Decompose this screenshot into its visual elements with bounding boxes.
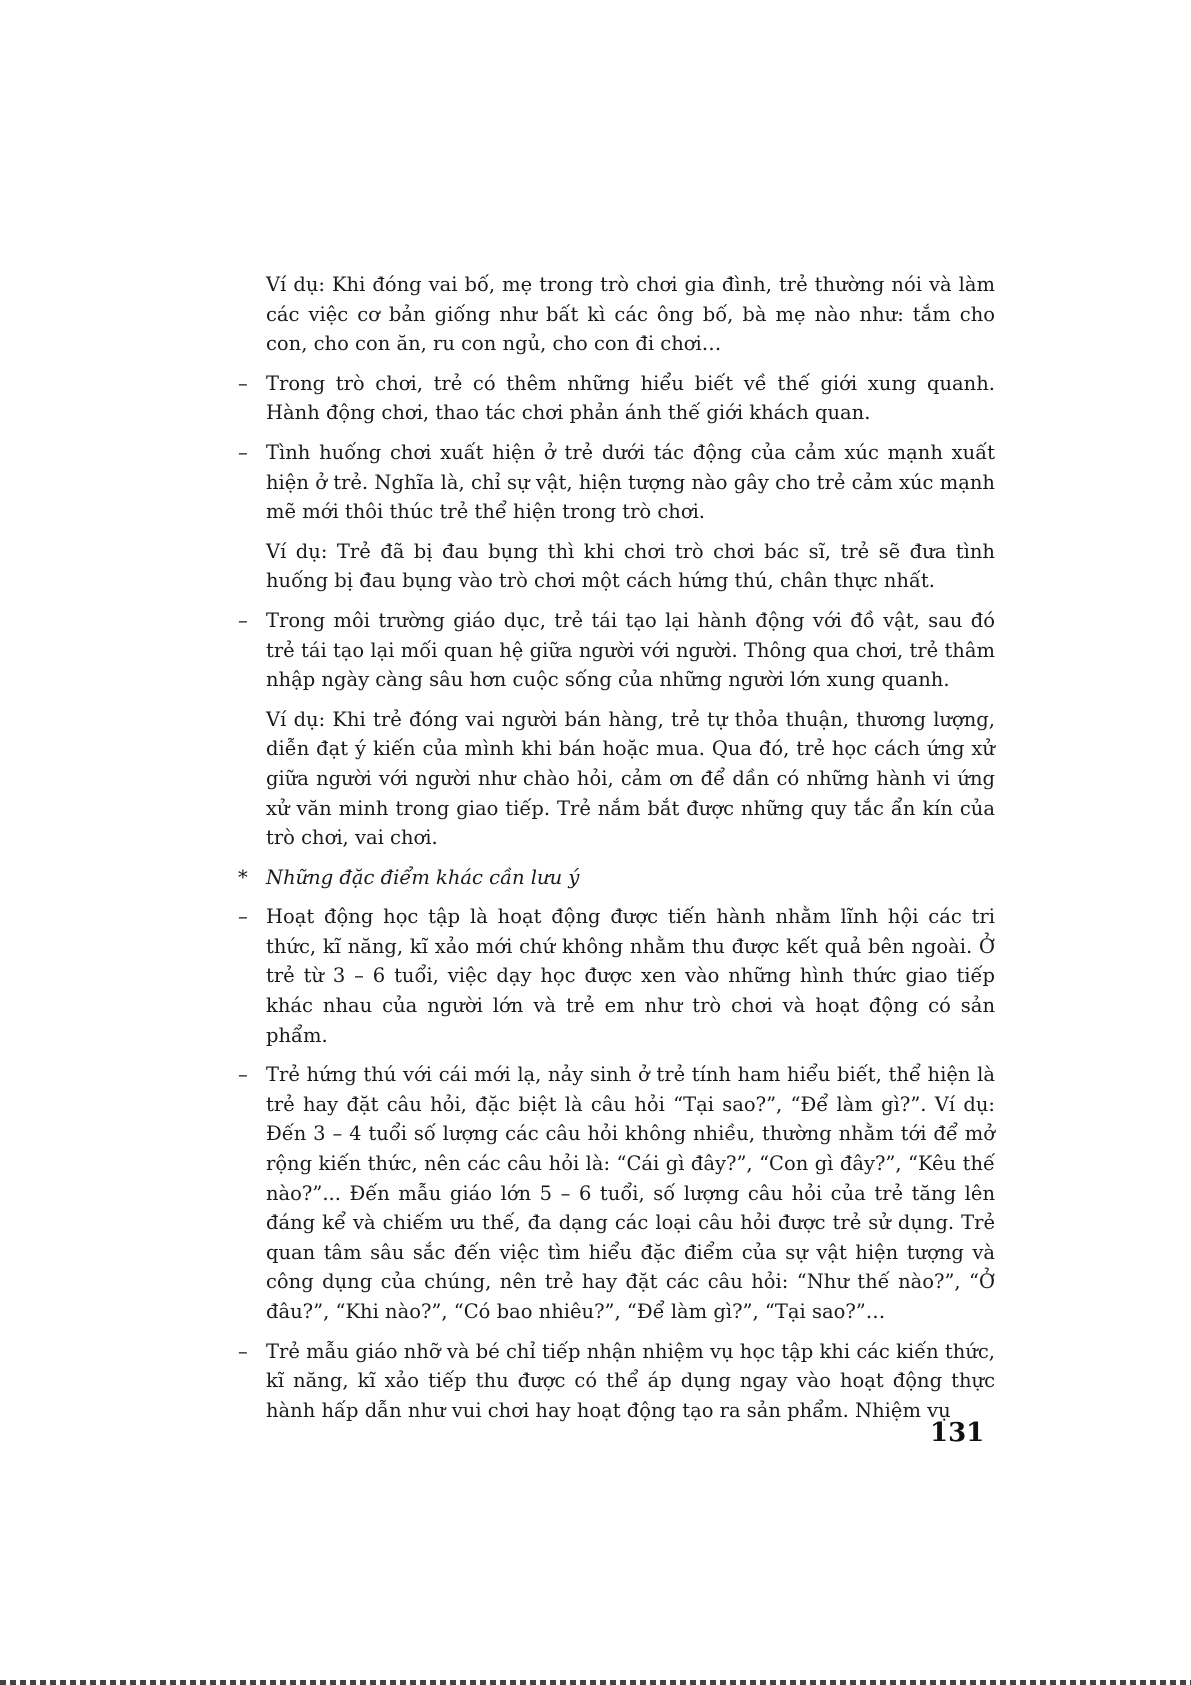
asterisk-marker: * <box>238 865 248 889</box>
paragraph-text: Ví dụ: Khi trẻ đóng vai người bán hàng, trẻ tự thỏa thuận, thương lượng, diễn đạt ý kiến của mình khi bán hoặc mua. Qua đó, trẻ học cách ứng xử giữa người với người như chào hỏi, cảm ơn để dần có những hành vi ứng xử văn minh trong giao tiếp. Trẻ nắm bắt được những quy tắc ẩn kín của trò chơi, vai chơi. <box>266 707 995 850</box>
paragraph-text: Tình huống chơi xuất hiện ở trẻ dưới tác động của cảm xúc mạnh xuất hiện ở trẻ. Nghĩa là, chỉ sự vật, hiện tượng nào gây cho trẻ cảm xúc mạnh mẽ mới thôi thúc trẻ thể hiện trong trò chơi. <box>266 440 995 524</box>
example-paragraph <box>238 705 995 853</box>
dash-marker: – <box>238 440 248 464</box>
list-item <box>238 606 995 695</box>
dash-marker: – <box>238 1339 248 1363</box>
paragraph-text: Trong trò chơi, trẻ có thêm những hiểu biết về thế giới xung quanh. Hành động chơi, thao tác chơi phản ánh thế giới khách quan. <box>266 371 995 425</box>
list-item <box>238 902 995 1050</box>
paragraph-text: Ví dụ: Trẻ đã bị đau bụng thì khi chơi trò chơi bác sĩ, trẻ sẽ đưa tình huống bị đau bụng vào trò chơi một cách hứng thú, chân thực nhất. <box>266 539 995 593</box>
paragraph-text: Hoạt động học tập là hoạt động được tiến hành nhằm lĩnh hội các tri thức, kĩ năng, kĩ xảo mới chứ không nhằm thu được kết quả bên ngoài. Ở trẻ từ 3 – 6 tuổi, việc dạy học được xen vào những hình thức giao tiếp khác nhau của người lớn và trẻ em như trò chơi và hoạt động có sản phẩm. <box>266 905 995 1047</box>
dash-marker: – <box>238 905 248 929</box>
section-heading <box>238 863 995 893</box>
list-item <box>238 369 995 428</box>
heading-text: Những đặc điểm khác cần lưu ý <box>266 865 580 889</box>
paragraph-text: Trong môi trường giáo dục, trẻ tái tạo lại hành động với đồ vật, sau đó trẻ tái tạo lại mối quan hệ giữa người với người. Thông qua chơi, trẻ thâm nhập ngày càng sâu hơn cuộc sống của những người lớn xung quanh. <box>266 608 995 692</box>
dash-marker: – <box>238 1063 248 1087</box>
list-item <box>238 1337 995 1426</box>
list-item <box>238 438 995 527</box>
example-paragraph <box>238 537 995 596</box>
dash-marker: – <box>238 371 248 395</box>
page-body <box>238 270 995 1435</box>
dash-marker: – <box>238 608 248 632</box>
scan-edge-divider <box>0 1680 1191 1685</box>
paragraph-text: Trẻ hứng thú với cái mới lạ, nảy sinh ở trẻ tính ham hiểu biết, thể hiện là trẻ hay đặt câu hỏi, đặc biệt là câu hỏi “Tại sao?”, “Để làm gì?”. Ví dụ: Đến 3 – 4 tuổi số lượng các câu hỏi không nhiều, thường nhằm tới để mở rộng kiến thức, nên các câu hỏi là: “Cái gì đây?”, “Con gì đây?”, “Kêu thế nào?”... Đến mẫu giáo lớn 5 – 6 tuổi, số lượng câu hỏi của trẻ tăng lên đáng kể và chiếm ưu thế, đa dạng các loại câu hỏi được trẻ sử dụng. Trẻ quan tâm sâu sắc đến việc tìm hiểu đặc điểm của sự vật hiện tượng và công dụng của chúng, nên trẻ hay đặt các câu hỏi: “Như thế nào?”, “Ở đâu?”, “Khi nào?”, “Có bao nhiêu?”, “Để làm gì?”, “Tại sao?”… <box>266 1063 995 1323</box>
example-paragraph <box>238 270 995 359</box>
paragraph-text: Trẻ mẫu giáo nhỡ và bé chỉ tiếp nhận nhiệm vụ học tập khi các kiến thức, kĩ năng, kĩ xảo tiếp thu được có thể áp dụng ngay vào hoạt động thực hành hấp dẫn như vui chơi hay hoạt động tạo ra sản phẩm. Nhiệm vụ <box>266 1339 995 1422</box>
page-number: 131 <box>930 1418 985 1448</box>
list-item <box>238 1060 995 1326</box>
paragraph-text: Ví dụ: Khi đóng vai bố, mẹ trong trò chơi gia đình, trẻ thường nói và làm các việc cơ bản giống như bất kì các ông bố, bà mẹ nào như: tắm cho con, cho con ăn, ru con ngủ, cho con đi chơi… <box>266 273 995 356</box>
